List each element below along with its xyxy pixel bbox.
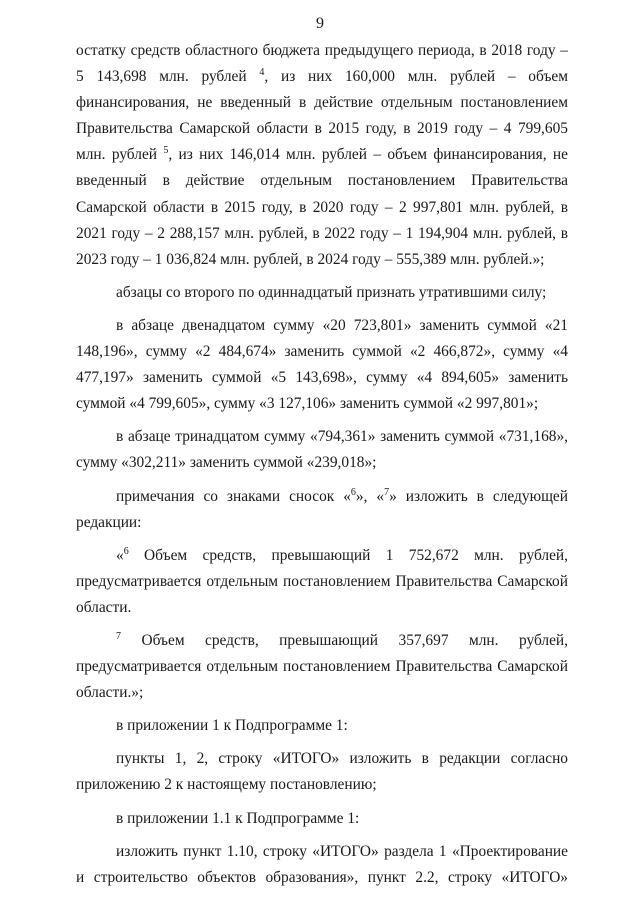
paragraph-items-itogo: пункты 1, 2, строку «ИТОГО» изложить в редакции согласно приложению 2 к настоящему постановлению;: [76, 750, 568, 794]
paragraph-thirteenth-amount: в абзаце тринадцатом сумму «794,361» заменить суммой «731,168», сумму «302,211» заменить суммой «239,018»;: [76, 428, 568, 472]
paragraph-budget-continuation: [76, 38, 568, 273]
paragraph-text: Объем средств, превышающий 357,697 млн. рублей, предусматривается отдельным постановлением Правительства Самарской области.»;: [76, 631, 568, 702]
paragraph-twelfth-amount: в абзаце двенадцатом сумму «20 723,801» заменить суммой «21 148,196», сумму «2 484,674» заменить суммой «2 466,872», сумму «4 477,197» заменить суммой «5 143,698», сумму «4 894,605» заменить суммой «4 799,605», сумму «3 127,106» заменить суммой «2 997,801»;: [76, 316, 568, 413]
document-body: [76, 38, 568, 891]
paragraph-appendix-1-1: в приложении 1.1 к Подпрограмме 1:: [116, 809, 360, 827]
paragraph-text: «: [116, 546, 124, 564]
paragraph-footnote-notes: [76, 484, 568, 536]
paragraph-footnote-6: [76, 543, 568, 621]
paragraph-appendix-1: в приложении 1 к Подпрограмме 1:: [116, 717, 348, 735]
page-number: 9: [316, 15, 324, 32]
paragraph-text: Объем средств, превышающий 1 752,672 млн. рублей, предусматривается отдельным постановлением Правительства Самарской области.: [76, 546, 568, 616]
paragraph-text: » изложить в следующей редакции:: [76, 487, 568, 531]
paragraph-text: , из них 146,014 млн. рублей – объем финансирования, не введенный в действие отдельным постановлением Правительства Самарской области в 2015 году, в 2020 году – 2 997,801 млн. рублей, в 2021 году – 2 288,157 млн. рублей, в 2022 году – 1 194,904 млн. рублей, в 2023 году – 1 036,824 млн. рублей, в 2024 году – 555,389 млн. рублей.»;: [76, 146, 568, 268]
paragraph-text: примечания со знаками сносок «: [116, 487, 351, 505]
footnote-marker: 7: [384, 486, 390, 498]
footnote-marker: 6: [350, 486, 356, 498]
footnote-marker: 5: [163, 145, 169, 157]
paragraph-text: », «: [355, 487, 385, 505]
footnote-marker: 7: [116, 630, 121, 642]
paragraph-footnote-7: [76, 628, 568, 706]
footnote-marker: 4: [259, 67, 265, 79]
paragraph-text: остатку средств областного бюджета предыдущего периода, в 2018 году – 5 143,698 млн. рублей: [76, 42, 568, 86]
footnote-marker: 6: [123, 545, 129, 557]
paragraph-section-1-design: изложить пункт 1.10, строку «ИТОГО» раздела 1 «Проектирование и строительство объектов образования», пункт 2.2, строку «ИТОГО»: [76, 842, 568, 886]
paragraph-text: , из них 160,000 млн. рублей – объем финансирования, не введенный в действие отдельным постановлением Правительства Самарской области в 2015 году, в 2019 году – 4 799,605 млн. рублей: [76, 68, 568, 164]
paragraph-repeal: абзацы со второго по одиннадцатый признать утратившими силу;: [116, 283, 547, 301]
